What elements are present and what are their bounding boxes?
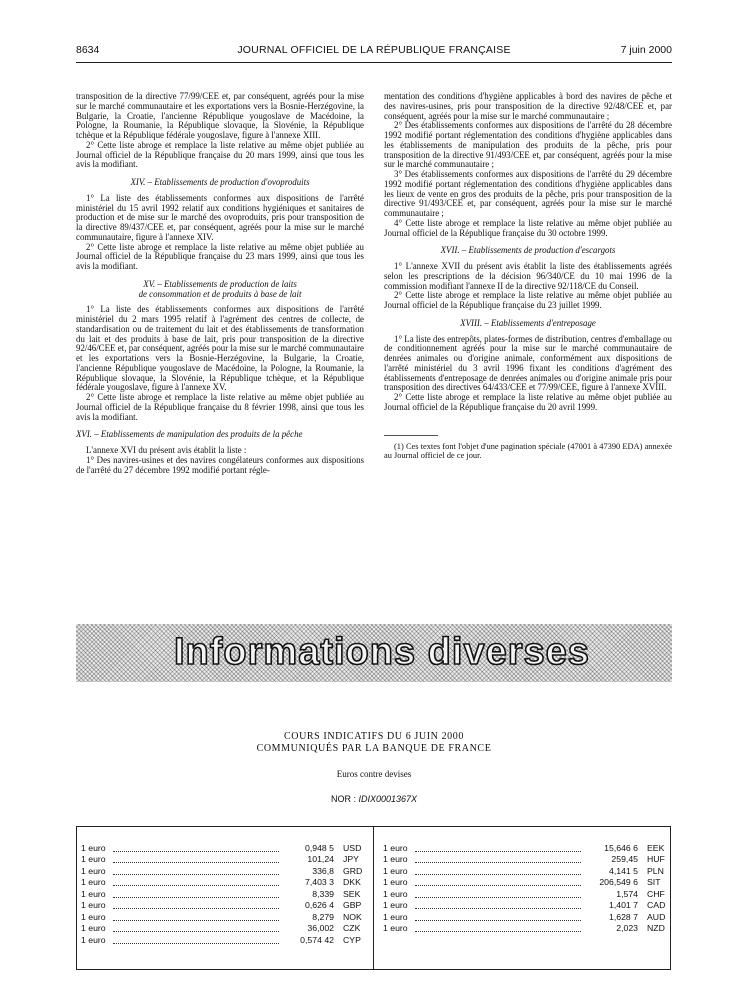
rate-unit: 1 euro <box>383 865 408 876</box>
currency-code: CHF <box>647 888 665 899</box>
journal-title: JOURNAL OFFICIEL DE LA RÉPUBLIQUE FRANÇAISE <box>237 44 511 56</box>
rate-row <box>383 923 673 934</box>
currency-code: USD <box>343 843 362 853</box>
rates-title-line2: COMMUNIQUÉS PAR LA BANQUE DE FRANCE <box>256 743 492 754</box>
rate-unit: 1 euro <box>383 888 408 899</box>
rate-value: 1,401 7 <box>609 900 638 911</box>
rate-value: 36,002 <box>307 923 334 934</box>
dot-leader <box>415 874 581 875</box>
paragraph: 1° La liste des établissements conformes aux dispositions de l'arrêté ministériel du 2 mars 1995 relatif à l'agrément des centres de collecte, de standardisation ou de traitement du lait et des établissements de transformation du lait et des produits à base de lait, pris pour transposition de la directive 92/46/CEE et, par conséquent, agréés pour la mise sur le marché communautaire et les exportations vers la Bosnie-Herzégovine, la Bulgarie, la Croatie, l'ancienne République yougoslave de Macédoine, la Pologne, la Roumanie, la République slovaque, la Slovénie, la République tchèque, et la République fédérale yougoslave, figure à l'annexe XV. <box>76 304 364 393</box>
page-header <box>76 44 672 60</box>
rates-subtitle: Euros contre devises <box>336 769 412 779</box>
currency-code: AUD <box>647 911 666 922</box>
rate-row <box>383 866 673 877</box>
rate-value: 0,574 42 <box>300 934 334 945</box>
rate-unit: 1 euro <box>81 888 106 899</box>
currency-code: DKK <box>343 877 361 888</box>
rate-unit: 1 euro <box>81 911 106 922</box>
rate-value: 336,8 <box>312 865 334 876</box>
currency-code: GBP <box>343 900 362 911</box>
dot-leader <box>415 931 581 932</box>
section-heading-xvii: XVII. – Etablissements de production d'escargots <box>440 245 616 256</box>
nor-reference <box>76 794 672 805</box>
rate-value: 7,403 3 <box>305 877 334 888</box>
rates-title-line1: COURS INDICATIFS DU 6 JUIN 2000 <box>283 731 464 742</box>
dot-leader <box>113 851 279 852</box>
table-divider <box>373 827 374 969</box>
paragraph: 2° Cette liste abroge et remplace la liste relative au même objet publiée au Journal officiel de la République française du 8 février 1998, ainsi que tous les avis la modifiant. <box>76 392 364 422</box>
paragraph: 1° La liste des établissements conformes aux dispositions de l'arrêté ministériel du 15 avril 1992 relatif aux conditions hygiéniques et sanitaires de production et de mise sur le marché des ovoproduits, pris pour transposition de la directive 89/437/CEE et, par conséquent, agréés pour la mise sur le marché communautaire, figure à l'annexe XIV. <box>76 192 364 242</box>
rate-row <box>383 877 673 888</box>
paragraph: 4° Cette liste abroge et remplace la liste relative au même objet publiée au Journal officiel de la République française du 30 octobre 1999. <box>384 217 672 238</box>
rate-unit: 1 euro <box>81 900 106 911</box>
rate-unit: 1 euro <box>383 923 408 934</box>
currency-code: CZK <box>343 923 361 934</box>
dot-leader <box>113 908 279 909</box>
rate-row <box>383 843 673 854</box>
currency-code: CAD <box>647 900 666 911</box>
rate-unit: 1 euro <box>81 934 106 945</box>
dot-leader <box>415 920 581 921</box>
dot-leader <box>415 851 581 852</box>
paragraph: mentation des conditions d'hygiène applicables à bord des navires de pêche et des navires-usines, pris pour transposition de la directive 92/48/CEE et, par conséquent, agréés pour la mise sur le marché communautaire ; <box>384 91 672 121</box>
rate-value: 8,279 <box>312 911 334 922</box>
rate-row <box>81 854 371 865</box>
rate-value: 206,549 6 <box>599 877 638 888</box>
rate-unit: 1 euro <box>383 900 408 911</box>
exchange-rates-table <box>76 826 671 970</box>
publication-date: 7 juin 2000 <box>620 44 672 56</box>
paragraph: 1° Des navires-usines et des navires congélateurs conformes aux dispositions de l'arrêté du 27 décembre 1992 modifié portant régle- <box>76 454 364 475</box>
currency-code: PLN <box>647 865 664 876</box>
section-banner <box>76 624 672 682</box>
dot-leader <box>113 920 279 921</box>
dot-leader <box>415 862 581 863</box>
rate-value: 8,339 <box>312 888 334 899</box>
rate-value: 0,626 4 <box>305 900 334 911</box>
rate-unit: 1 euro <box>81 843 106 853</box>
rate-row <box>81 923 371 934</box>
rate-value: 0,948 5 <box>305 843 334 853</box>
dot-leader <box>415 897 581 898</box>
currency-code: CYP <box>343 934 361 945</box>
dot-leader <box>113 931 279 932</box>
paragraph: 2° Cette liste abroge et remplace la liste relative au même objet publiée au Journal officiel de la République française du 23 juillet 1999. <box>384 290 672 310</box>
rate-row <box>383 912 673 923</box>
currency-code: NOK <box>343 911 362 922</box>
rate-row <box>81 866 371 877</box>
paragraph: transposition de la directive 77/99/CEE et, par conséquent, agréés pour la mise sur le marché communautaire et les exportations vers la Bosnie-Herzégovine, la Bulgarie, la Croatie, l'ancienne République yougoslave de Macédoine, la Pologne, la Roumanie, la République slovaque, la Slovénie, la République tchèque et la République fédérale yougoslave, figure à l'annexe XIII. <box>76 91 364 140</box>
rate-value: 1,628 7 <box>609 911 638 922</box>
rate-row <box>383 900 673 911</box>
currency-code: SIT <box>647 877 661 888</box>
rate-value: 101,24 <box>307 854 334 865</box>
rate-value: 15,646 6 <box>604 843 638 853</box>
nor-label: NOR : <box>330 794 356 804</box>
rate-unit: 1 euro <box>383 911 408 922</box>
rate-unit: 1 euro <box>81 854 106 865</box>
section-heading-xv-line2: de consommation et de produits à base de lait <box>138 288 302 299</box>
dot-leader <box>113 885 279 886</box>
dot-leader <box>415 885 581 886</box>
rate-value: 259,45 <box>611 854 638 865</box>
footnote-rule <box>384 435 438 442</box>
rate-row <box>383 854 673 865</box>
dot-leader <box>113 874 279 875</box>
section-heading-xviii: XVIII. – Etablissements d'entreposage <box>460 317 596 328</box>
rate-row <box>81 935 371 946</box>
rate-row <box>81 900 371 911</box>
paragraph: 2° Cette liste abroge et remplace la liste relative au même objet publiée au Journal officiel de la République française du 20 mars 1999, ainsi que tous les avis la modifiant. <box>76 139 364 170</box>
rate-row <box>81 843 371 854</box>
rate-unit: 1 euro <box>81 865 106 876</box>
exchange-rates-heading <box>76 731 672 805</box>
currency-code: HUF <box>647 854 665 865</box>
section-heading-xv: XV. – Etablissements de production de laits <box>143 278 297 289</box>
section-heading-xvi: XVI. – Etablissements de manipulation des produits de la pêche <box>76 429 303 440</box>
dot-leader <box>415 908 581 909</box>
rate-unit: 1 euro <box>383 843 408 853</box>
dot-leader <box>113 943 279 944</box>
currency-code: EEK <box>647 843 665 853</box>
rate-value: 2,023 <box>616 923 638 934</box>
rate-value: 4,141 5 <box>609 865 638 876</box>
rate-unit: 1 euro <box>81 877 106 888</box>
currency-code: GRD <box>343 865 363 876</box>
rate-row <box>383 889 673 900</box>
dot-leader <box>113 897 279 898</box>
paragraph: L'annexe XVI du présent avis établit la liste : <box>86 445 247 455</box>
currency-code: SEK <box>343 888 361 899</box>
rate-row <box>81 912 371 923</box>
banner-title: Informations diverses <box>174 631 590 673</box>
rate-unit: 1 euro <box>383 854 408 865</box>
paragraph: 1° L'annexe XVII du présent avis établit la liste des établissements agréés selon les prescriptions de la décision 96/340/CE du 10 mai 1996 de la commission modifiant l'annexe II de la directive 92/118/CE du Conseil. <box>384 261 672 291</box>
header-rule <box>76 62 672 63</box>
rate-unit: 1 euro <box>383 877 408 888</box>
left-column <box>76 92 364 475</box>
section-heading-xiv: XIV. – Etablissements de production d'ovoproduits <box>130 177 310 187</box>
rate-row <box>81 877 371 888</box>
paragraph: 3° Des établissements conformes aux dispositions de l'arrêté du 29 décembre 1992 modifié portant réglementation des conditions d'hygiène applicables dans les lieux de vente en gros des produits de la pêche, pris pour transposition de la directive 91/493/CEE et, par conséquent, agréés pour la mise sur le marché communautaire ; <box>384 169 672 218</box>
nor-value: IDIX0001367X <box>358 794 418 804</box>
page-number: 8634 <box>76 44 100 56</box>
rate-value: 1,574 <box>616 888 638 899</box>
footnote: (1) Ces textes font l'objet d'une pagination spéciale (47001 à 47390 EDA) annexée au Journal officiel de ce jour. <box>384 441 672 461</box>
right-column <box>384 92 672 461</box>
dot-leader <box>113 862 279 863</box>
paragraph: 1° La liste des entrepôts, plates-formes de distribution, centres d'emballage ou de conditionnement agréés pour la mise sur le marché communautaire de denrées animales ou d'origine animale, conformément aux dispositions de l'arrêté ministériel du 3 avril 1996 fixant les conditions d'agrément des établissements d'entreposage de denrées animales ou d'origine animale pris pour transposition des directives 64/433/CEE et 77/99/CEE, figure à l'annexe XVIII. <box>384 333 672 393</box>
paragraph: 2° Cette liste abroge et remplace la liste relative au même objet publiée au Journal officiel de la République française du 20 avril 1999. <box>384 392 672 412</box>
paragraph: 2° Des établissements conformes aux dispositions de l'arrêté du 28 décembre 1992 modifié portant réglementation des conditions d'hygiène applicables dans les établissements de manipulation des produits de la pêche, pris pour transposition de la directive 91/493/CEE et, par conséquent, agréés pour la mise sur le marché communautaire ; <box>384 120 672 170</box>
currency-code: NZD <box>647 923 665 934</box>
rate-row <box>81 889 371 900</box>
paragraph: 2° Cette liste abroge et remplace la liste relative au même objet publiée au Journal officiel de la République française du 23 mars 1999, ainsi que tous les avis la modifiant. <box>76 241 364 271</box>
rate-unit: 1 euro <box>81 923 106 934</box>
currency-code: JPY <box>343 854 359 865</box>
